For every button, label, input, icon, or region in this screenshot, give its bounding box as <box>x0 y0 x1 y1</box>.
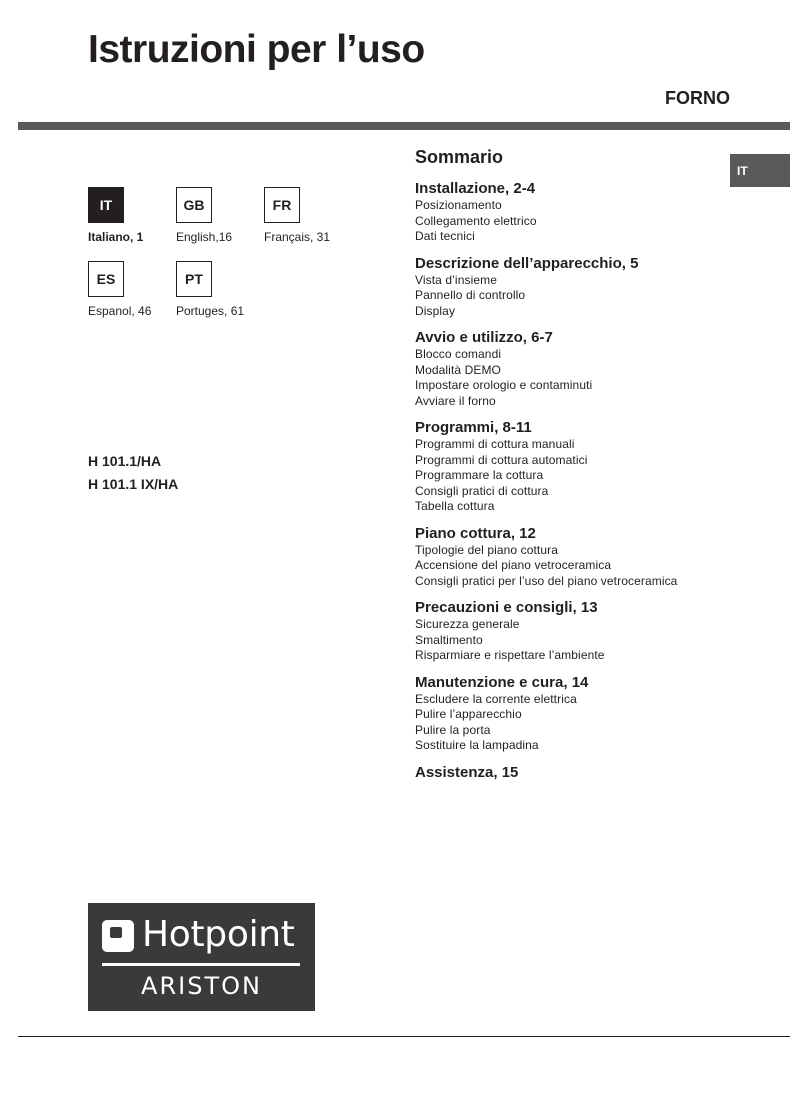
bottom-divider <box>18 1036 790 1037</box>
toc-item: Display <box>415 303 456 318</box>
toc-item: Posizionamento <box>415 198 502 212</box>
toc-item: Impostare orologio e contaminuti <box>415 378 593 392</box>
language-label: Portuges, 61 <box>176 304 245 318</box>
toc-section-heading[interactable]: Installazione, 2-4 <box>415 180 536 197</box>
toc-section-manutenzione <box>415 674 745 754</box>
language-code-box: ES <box>88 261 124 297</box>
toc-item: Programmare la cottura <box>415 468 544 482</box>
toc-section-assistenza <box>415 764 745 782</box>
logo-sub-text: ARISTON <box>141 972 262 1000</box>
toc-item: Smaltimento <box>415 632 483 647</box>
toc-item: Risparmiare e rispettare l’ambiente <box>415 648 605 662</box>
toc-item: Programmi di cottura automatici <box>415 452 588 467</box>
language-label: Français, 31 <box>264 230 331 244</box>
product-type: FORNO <box>665 88 730 108</box>
toc-item: Programmi di cottura manuali <box>415 437 575 451</box>
toc-section-heading[interactable]: Assistenza, 15 <box>415 763 519 781</box>
language-code-box: GB <box>176 187 212 223</box>
toc-item: Consigli pratici di cottura <box>415 483 549 498</box>
model-number: H 101.1/HA <box>88 453 162 469</box>
toc-item: Pannello di controllo <box>415 288 526 302</box>
language-code-box: IT <box>88 187 124 223</box>
toc-title: Sommario <box>415 147 504 167</box>
top-divider <box>18 122 790 130</box>
language-fr[interactable] <box>264 187 348 244</box>
toc-item: Sostituire la lampadina <box>415 738 539 752</box>
toc-item: Pulire l’apparecchio <box>415 707 522 721</box>
page-title: Istruzioni per l’uso <box>88 28 425 71</box>
model-list <box>88 450 178 496</box>
language-label: Italiano, 1 <box>88 230 144 244</box>
toc-section-heading[interactable]: Manutenzione e cura, 14 <box>415 673 589 691</box>
toc-section-heading[interactable]: Avvio e utilizzo, 6-7 <box>415 329 553 346</box>
language-side-tab: IT <box>730 154 790 187</box>
toc-item: Vista d’insieme <box>415 272 497 287</box>
toc-item: Avviare il forno <box>415 393 496 408</box>
language-it[interactable] <box>88 187 172 244</box>
toc-item: Tabella cottura <box>415 499 495 513</box>
hotpoint-ariston-logo <box>88 903 315 1011</box>
toc-section-programmi <box>415 419 745 515</box>
toc-section-heading[interactable]: Descrizione dell’apparecchio, 5 <box>415 254 639 272</box>
language-es[interactable] <box>88 261 172 318</box>
toc-item: Sicurezza generale <box>415 617 520 631</box>
language-label: Espanol, 46 <box>88 304 152 318</box>
table-of-contents <box>415 147 745 792</box>
logo-divider <box>102 963 300 966</box>
toc-section-piano-cottura <box>415 525 745 590</box>
toc-item: Blocco comandi <box>415 347 502 361</box>
toc-section-descrizione <box>415 255 745 320</box>
toc-item: Collegamento elettrico <box>415 213 537 228</box>
toc-item: Dati tecnici <box>415 229 475 243</box>
toc-item: Accensione del piano vetroceramica <box>415 558 612 572</box>
toc-item: Pulire la porta <box>415 722 491 737</box>
toc-item: Escludere la corrente elettrica <box>415 691 577 706</box>
language-pt[interactable] <box>176 261 260 318</box>
language-code-box: FR <box>264 187 300 223</box>
model-number: H 101.1 IX/HA <box>88 476 179 492</box>
toc-section-heading[interactable]: Piano cottura, 12 <box>415 524 536 542</box>
toc-item: Consigli pratici per l’uso del piano vetroceramica <box>415 573 678 588</box>
toc-item: Tipologie del piano cottura <box>415 542 559 557</box>
language-gb[interactable] <box>176 187 260 244</box>
toc-section-avvio <box>415 329 745 409</box>
logo-brand-text: Hotpoint <box>142 914 295 955</box>
toc-section-heading[interactable]: Programmi, 8-11 <box>415 419 532 436</box>
toc-section-heading[interactable]: Precauzioni e consigli, 13 <box>415 599 598 616</box>
toc-section-installazione <box>415 180 745 245</box>
toc-item: Modalità DEMO <box>415 362 501 377</box>
language-code-box: PT <box>176 261 212 297</box>
language-label: English,16 <box>176 230 233 244</box>
logo-mark-icon <box>102 920 134 952</box>
toc-section-precauzioni <box>415 599 745 664</box>
